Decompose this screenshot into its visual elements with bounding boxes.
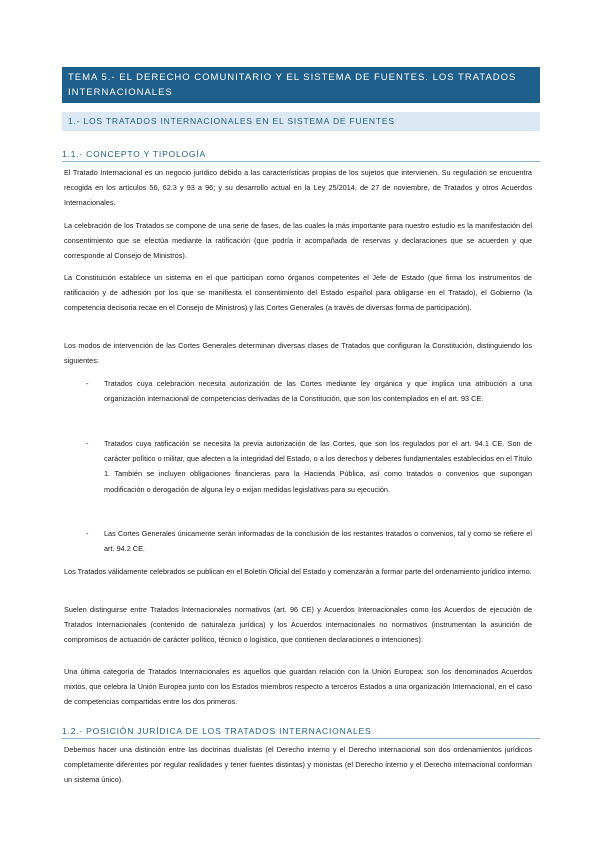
list-item: Tratados cuya ratificación se necesita la previa autorización de las Cortes, que son los regulados por el art. 94.1 CE. Son de carácter político o militar, que afecten a la integridad del Estado, o a los derechos y deberes fundamentales establecidos en el Título 1. También se incluyen obligaciones financieras para la Hacienda Pública, así como tratados o convenios que supongan modificación o derogación de alguna ley o exijan medidas legislativas para su ejecución. bbox=[104, 439, 532, 494]
paragraph-definition: El Tratado Internacional es un negocio jurídico debido a las características propias de los sujetos que intervienen. Su regulación se encuentra recogida en los artículos 56, 62.3 y 93 a 96; y su desarrollo actual en la Ley 25/2014, de 27 de noviembre, de Tratados y otros Acuerdos Internacionales. bbox=[64, 168, 532, 208]
list-item: Tratados cuya celebración necesita autorización de las Cortes mediante ley orgánica y que implica una atribución a una organización internacional de competencias derivadas de la Constitución, que son los contemplados en el art. 93 CE. bbox=[104, 379, 532, 404]
section-heading: 1.- LOS TRATADOS INTERNACIONALES EN EL SISTEMA DE FUENTES bbox=[62, 112, 540, 131]
paragraph-phases: La celebración de los Tratados se compone de una serie de fases, de las cuales la más importante para nuestro estudio es la manifestación del consentimiento que se efectúa mediante la ratificación (que podría ir acompañada de reservas y declaraciones que se acuerden y que corresponde al Consejo de Ministros). bbox=[64, 221, 532, 261]
paragraph-mixed-agreements: Una última categoría de Tratados Internacionales es aquellos que guardan relación con la Unión Europea: son los denominados Acuerdos mixtos, que celebra la Unión Europea junto con los Estados miembros respecto a terceros Estados a una organización Internacional, en el caso de competencias compartidas entre los dos primeros. bbox=[64, 667, 532, 707]
paragraph-constitution: La Constitución establece un sistema en el que participan como órganos competentes el Jefe de Estado (que firma los instrumentos de ratificación y de adhesión por los que se manifiesta el consentimiento del Estado español para obligarse en el Tratado), el Gobierno (la competencia decisoria recae en el Consejo de Ministros) y las Cortes Generales (a través de diversas forma de participación). bbox=[64, 273, 532, 313]
paragraph-doctrines: Debemos hacer una distinción entre las doctrinas dualistas (el Derecho interno y el Derecho internacional son dos ordenamientos jurídicos completamente diferentes por regular realidades y tener fuentes distintas) y monistas (el Derecho interno y el Derecho internacional conforman un sistema único). bbox=[64, 745, 532, 785]
list-item: Las Cortes Generales únicamente serán informadas de la conclusión de los restantes tratados o convenios, tal y como se refiere el art. 94.2 CE. bbox=[104, 529, 532, 554]
subsection-heading-1-1: 1.1.- CONCEPTO Y TIPOLOGÍA bbox=[62, 149, 540, 162]
paragraph-cortes-modes: Los modos de intervención de las Cortes Generales determinan diversas clases de Tratados que configuran la Constitución, distinguiendo los siguientes: bbox=[64, 341, 532, 366]
bullet-marker: - bbox=[86, 379, 89, 388]
paragraph-normative: Suelen distinguirse entre Tratados Internacionales normativos (art. 96 CE) y Acuerdos Internacionales como los Acuerdos de ejecución de Tratados Internacionales (contenido de naturaleza jurídica) y los Acuerdos internacionales no normativos (instrumentan la asunción de compromisos de actuación de carácter político, técnico o logístico, que contienen declaraciones o intenciones). bbox=[64, 605, 532, 645]
subsection-heading-1-2: 1.2.- POSICIÓN JURÍDICA DE LOS TRATADOS INTERNACIONALES bbox=[62, 726, 540, 739]
chapter-title: TEMA 5.- EL DERECHO COMUNITARIO Y EL SISTEMA DE FUENTES. LOS TRATADOS INTERNACIONALES bbox=[62, 67, 540, 103]
paragraph-publication: Los Tratados válidamente celebrados se publican en el Boletín Oficial del Estado y comenzarán a formar parte del ordenamiento jurídico interno. bbox=[64, 567, 532, 576]
bullet-marker: - bbox=[86, 529, 89, 538]
bullet-marker: - bbox=[86, 439, 89, 448]
